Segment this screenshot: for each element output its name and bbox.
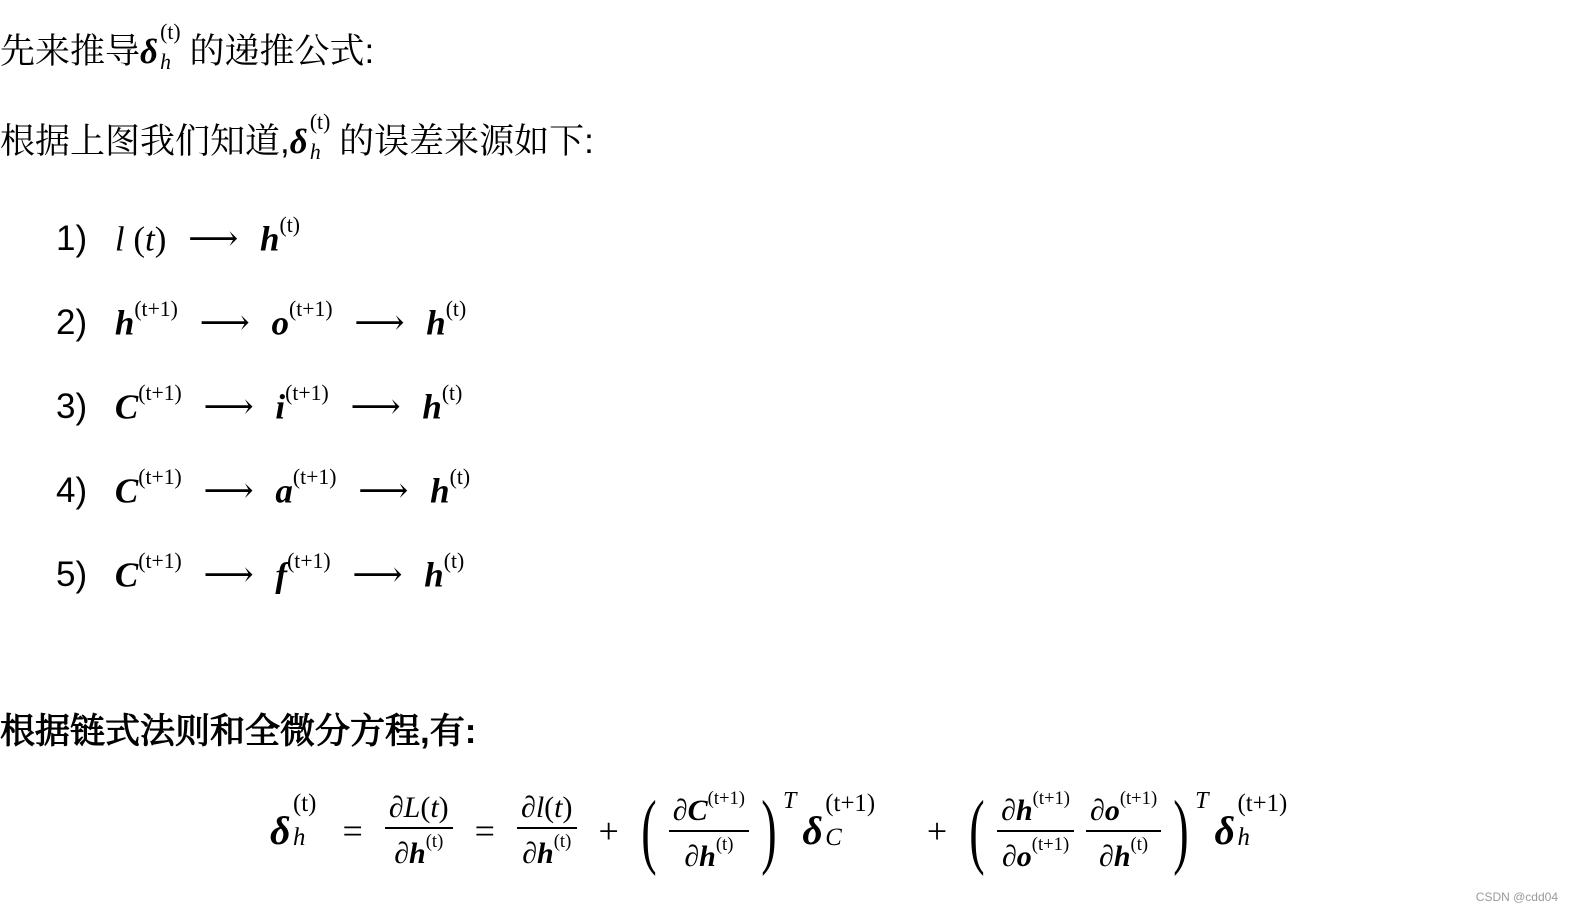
fraction: $\frac{\partial o^{(t+1)}}{\partial h^{(t)}}$ — [1086, 788, 1161, 874]
subscript-h: h — [160, 49, 171, 74]
list-item: 4) $C^{(t+1)}$ ⟶ $a^{(t+1)}$ ⟶ $h^{(t)}$ — [56, 465, 471, 512]
delta-symbol: δ — [289, 122, 308, 161]
item-number: 5) — [56, 555, 88, 595]
item-number: 3) — [56, 387, 88, 427]
source-text-after: 的误差来源如下: — [339, 122, 594, 161]
intro-text-before: 先来推导 — [0, 32, 141, 71]
arrow-icon: ⟶ — [350, 387, 401, 428]
delta-symbol: δ — [140, 32, 158, 71]
arrow-icon: ⟶ — [358, 471, 409, 512]
arrow-icon: ⟶ — [203, 471, 254, 512]
item-number: 4) — [56, 471, 88, 511]
arrow-icon: ⟶ — [203, 387, 254, 428]
source-line — [0, 109, 594, 164]
list-item: 3) $C^{(t+1)}$ ⟶ $i^{(t+1)}$ ⟶ $h^{(t)}$ — [56, 381, 463, 428]
watermark: CSDN @cdd04 — [1475, 890, 1558, 904]
chain-rule-heading: 根据链式法则和全微分方程,有: — [0, 712, 477, 751]
intro-text-after: 的递推公式: — [189, 32, 375, 71]
fraction: $\frac{\partial l(t)}{\partial h^{(t)}}$ — [517, 791, 577, 871]
arrow-icon: ⟶ — [188, 219, 239, 260]
arrow-icon: ⟶ — [354, 303, 405, 344]
fraction: $\frac{\partial C^{(t+1)}}{\partial h^{(t)}}$ — [669, 788, 749, 874]
arrow-icon: ⟶ — [203, 555, 254, 596]
list-item: 2) $h^{(t+1)}$ ⟶ $o^{(t+1)}$ ⟶ $h^{(t)}$ — [56, 297, 467, 344]
l-symbol: l — [114, 219, 125, 259]
superscript-t: (t) — [160, 19, 181, 44]
intro-line — [0, 19, 375, 74]
fraction: $\frac{\partial L(t)}{\partial h^{(t)}}$ — [385, 791, 453, 871]
list-item: 5) $C^{(t+1)}$ ⟶ $f^{(t+1)}$ ⟶ $h^{(t)}$ — [56, 549, 465, 596]
source-text-before: 根据上图我们知道, — [0, 122, 290, 161]
subscript-h: h — [309, 139, 321, 164]
superscript-t: (t) — [309, 109, 331, 134]
item-number: 2) — [56, 303, 88, 343]
list-item: 1) l (t) ⟶ $h^{(t)}$ — [56, 213, 300, 260]
item-number: 1) — [56, 219, 88, 259]
fraction: $\frac{\partial h^{(t+1)}}{\partial o^{(t+1)}}$ — [997, 788, 1074, 874]
delta-h-equation: δ (t) h = $\frac{\partial L(t)}{\partial h^{(t)}}$ = $\frac{\partial l(t)}{\partial h^{(t)}}$ + ( $\frac{\partial C^{(t+1)}}{\partial h^{(t)}}$ ) T δ (t+1) C + ( $\frac{\partial h^{(t+1)}}{\partial o^{(t+1)}}$ $\frac{\partial o^{(t+1)}}{\partial h^{(t)}}$ ) T δ (t+1) h — [270, 783, 1288, 877]
arrow-icon: ⟶ — [352, 555, 403, 596]
arrow-icon: ⟶ — [199, 303, 250, 344]
